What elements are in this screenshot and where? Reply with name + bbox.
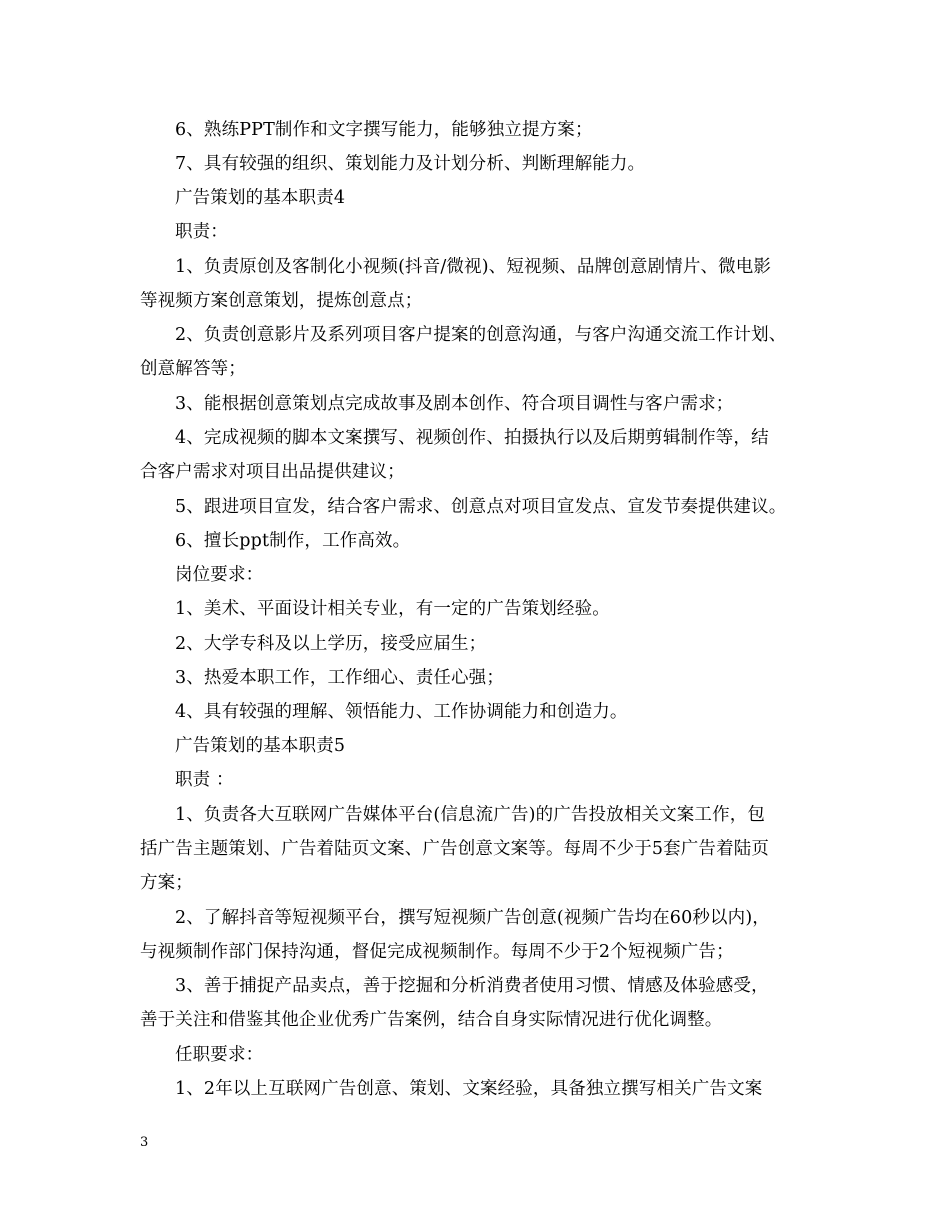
section-label: 职责：	[175, 222, 228, 242]
text-line: 3、热爱本职工作，工作细心、责任心强；	[175, 668, 504, 688]
text-line: 1、2年以上互联网广告创意、策划、文案经验，具备独立撰写相关广告文案	[175, 1079, 763, 1099]
text-line: 创意解答等；	[140, 359, 246, 379]
section-label: 岗位要求：	[175, 565, 264, 585]
text-line: 6、擅长ppt制作，工作高效。	[175, 531, 411, 551]
text-line: 合客户需求对项目出品提供建议；	[140, 462, 405, 482]
text-line: 3、能根据创意策划点完成故事及剧本创作、符合项目调性与客户需求；	[175, 394, 734, 414]
page-number: 3	[140, 1135, 149, 1150]
text-line: 括广告主题策划、广告着陆页文案、广告创意文案等。每周不少于5套广告着陆页	[140, 839, 770, 859]
section-heading: 广告策划的基本职责4	[175, 188, 346, 208]
text-line: 1、负责原创及客制化小视频(抖音/微视)、短视频、品牌创意剧情片、微电影	[175, 257, 772, 277]
text-line: 7、具有较强的组织、策划能力及计划分析、判断理解能力。	[175, 154, 646, 174]
text-line: 2、了解抖音等短视频平台，撰写短视频广告创意(视频广告均在60秒以内)，	[175, 908, 770, 928]
section-label: 职责 ：	[175, 770, 234, 790]
text-line: 5、跟进项目宣发，结合客户需求、创意点对项目宣发点、宣发节奏提供建议。	[175, 497, 787, 517]
text-line: 2、负责创意影片及系列项目客户提案的创意沟通，与客户沟通交流工作计划、	[175, 325, 787, 345]
text-line: 2、大学专科及以上学历，接受应届生；	[175, 634, 487, 654]
text-line: 4、具有较强的理解、领悟能力、工作协调能力和创造力。	[175, 702, 628, 722]
text-line: 等视频方案创意策划，提炼创意点；	[140, 291, 423, 311]
text-line: 1、负责各大互联网广告媒体平台(信息流广告)的广告投放相关文案工作，包	[175, 805, 766, 825]
text-line: 6、熟练PPT制作和文字撰写能力，能够独立提方案；	[175, 120, 593, 140]
text-line: 方案；	[140, 873, 193, 893]
text-line: 与视频制作部门保持沟通，督促完成视频制作。每周不少于2个短视频广告；	[140, 942, 734, 962]
section-label: 任职要求：	[175, 1045, 264, 1065]
section-heading: 广告策划的基本职责5	[175, 736, 346, 756]
text-line: 4、完成视频的脚本文案撰写、视频创作、拍摄执行以及后期剪辑制作等，结	[175, 428, 769, 448]
text-line: 3、善于捕捉产品卖点，善于挖掘和分析消费者使用习惯、情感及体验感受，	[175, 976, 769, 996]
text-line: 1、美术、平面设计相关专业，有一定的广告策划经验。	[175, 599, 610, 619]
text-line: 善于关注和借鉴其他企业优秀广告案例，结合自身实际情况进行优化调整。	[140, 1010, 723, 1030]
